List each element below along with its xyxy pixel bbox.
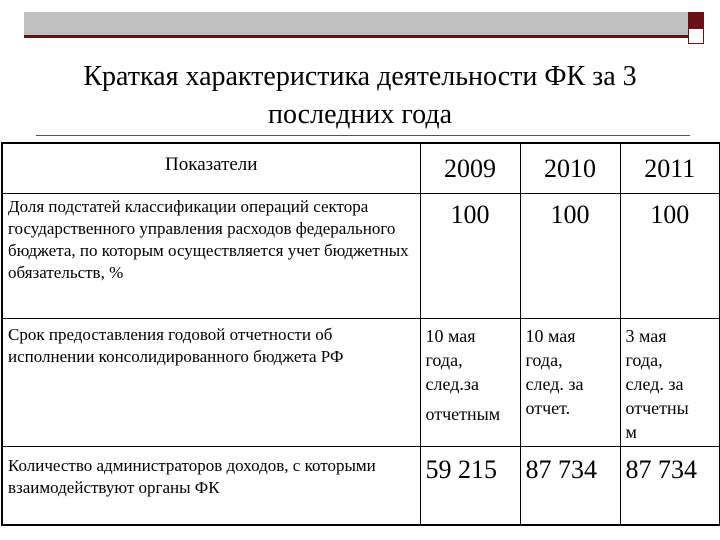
title-line-2: последних года bbox=[267, 99, 452, 130]
header-year-2011: 2011 bbox=[620, 143, 720, 193]
table-row bbox=[2, 193, 720, 318]
indicator-cell: Срок предоставления годовой отчетности об исполнении консолидированного бюджета РФ bbox=[2, 318, 420, 446]
table-header-row bbox=[2, 143, 720, 193]
value-cell: 10 мая года, след.за отчетным bbox=[420, 318, 520, 446]
value-cell: 59 215 bbox=[420, 446, 520, 525]
slide-title bbox=[30, 58, 690, 134]
title-line-1: Краткая характеристика деятельности ФК за 3 bbox=[83, 61, 637, 92]
table-row bbox=[2, 318, 720, 446]
value-cell: 87 734 bbox=[520, 446, 620, 525]
decor-square-filled bbox=[688, 12, 704, 28]
value-cell: 3 мая года, след. за отчетны м bbox=[620, 318, 720, 446]
value-cell: 100 bbox=[520, 193, 620, 318]
indicator-cell: Доля подстатей классификации операций сектора государственного управления расходов федерального бюджета, по которым осуществляется учет бюджетных обязательств, % bbox=[2, 193, 420, 318]
header-year-2010: 2010 bbox=[520, 143, 620, 193]
decor-square-outline bbox=[688, 28, 704, 44]
title-divider bbox=[36, 135, 690, 136]
header-indicators: Показатели bbox=[2, 143, 420, 193]
value-cell: 100 bbox=[420, 193, 520, 318]
value-cell: 87 734 bbox=[620, 446, 720, 525]
table-row bbox=[2, 446, 720, 525]
indicator-cell: Количество администраторов доходов, с которыми взаимодействуют органы ФК bbox=[2, 446, 420, 525]
indicators-table bbox=[1, 142, 720, 526]
value-cell: 10 мая года, след. за отчет. bbox=[520, 318, 620, 446]
value-cell: 100 bbox=[620, 193, 720, 318]
top-decor-bar bbox=[24, 12, 688, 38]
header-year-2009: 2009 bbox=[420, 143, 520, 193]
